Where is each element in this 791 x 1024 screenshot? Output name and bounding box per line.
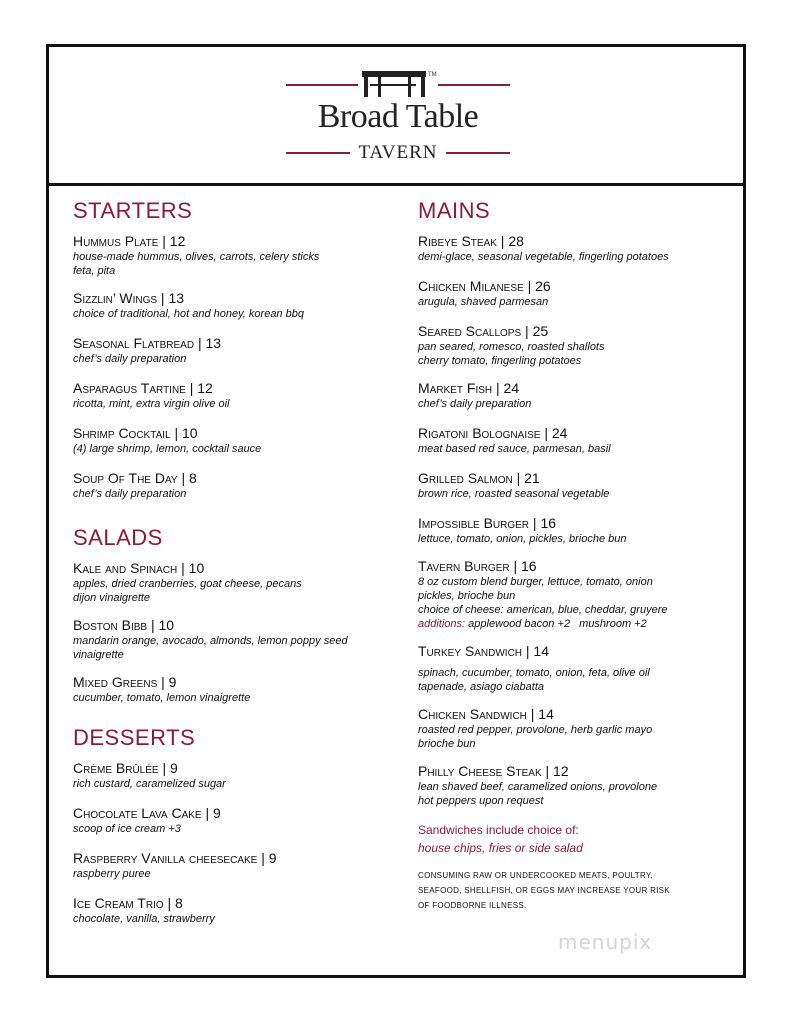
item-desc: choice of traditional, hot and honey, korean bbq: [73, 308, 304, 320]
item-name: Philly Cheese Steak | 12: [418, 763, 569, 779]
item-name: Chocolate Lava Cake | 9: [73, 805, 221, 821]
item-desc: chef’s daily preparation: [73, 353, 187, 365]
item-name: Market Fish | 24: [418, 380, 520, 396]
item-name: Kale and Spinach | 10: [73, 560, 205, 576]
menu-item: [418, 762, 728, 808]
item-desc: feta, pita: [73, 265, 116, 277]
item-name: Seasonal Flatbread | 13: [73, 335, 222, 351]
item-desc: pickles, brioche bun: [418, 590, 516, 602]
menu-item: [418, 469, 728, 501]
menu-item: [418, 642, 728, 694]
item-desc: mandarin orange, avocado, almonds, lemon poppy seed: [73, 635, 348, 647]
item-desc: raspberry puree: [73, 868, 151, 880]
item-desc: chef’s daily preparation: [418, 398, 532, 410]
menu-item: [418, 424, 728, 456]
item-name: Asparagus Tartine | 12: [73, 380, 213, 396]
menu-item: [73, 559, 393, 605]
logo-rule-top-right: [438, 84, 510, 86]
menu-item: [418, 277, 728, 309]
menu-item: [418, 557, 728, 631]
item-desc: (4) large shrimp, lemon, cocktail sauce: [73, 443, 262, 455]
item-name: Impossible Burger | 16: [418, 515, 557, 531]
sides-note: house chips, fries or side salad: [418, 841, 583, 855]
item-desc: 8 oz custom blend burger, lettuce, tomato, onion: [418, 576, 653, 588]
item-name: Ribeye Steak | 28: [418, 233, 524, 249]
item-desc: vinaigrette: [73, 649, 124, 661]
warning-line: SEAFOOD, SHELLFISH, OR EGGS MAY INCREASE YOUR RISK: [418, 886, 670, 895]
item-desc: pan seared, romesco, roasted shallots: [418, 341, 605, 353]
item-desc: meat based red sauce, parmesan, basil: [418, 443, 611, 455]
menu-item: [73, 673, 393, 705]
item-desc: dijon vinaigrette: [73, 592, 151, 604]
item-name: Turkey Sandwich | 14: [418, 643, 549, 659]
item-desc: tapenade, asiago ciabatta: [418, 681, 544, 693]
item-desc: house-made hummus, olives, carrots, celery sticks: [73, 251, 320, 263]
item-name: Seared Scallops | 25: [418, 323, 549, 339]
section-title-mains: MAINS: [418, 198, 491, 223]
item-desc: spinach, cucumber, tomato, onion, feta, olive oil: [418, 667, 650, 679]
sandwich-note: Sandwiches include choice of:: [418, 823, 579, 837]
section-title-desserts: DESSERTS: [73, 725, 196, 750]
menu-item: [418, 379, 728, 411]
menu-item: [73, 759, 393, 791]
item-desc: arugula, shaved parmesan: [418, 296, 549, 308]
menu-item: [73, 334, 393, 366]
item-desc: choice of cheese: american, blue, cheddar, gruyere: [418, 604, 668, 616]
item-desc: chef’s daily preparation: [73, 488, 187, 500]
item-desc: lettuce, tomato, onion, pickles, brioche bun: [418, 533, 627, 545]
item-desc: rich custard, caramelized sugar: [73, 778, 226, 790]
menu-item: [418, 705, 728, 751]
item-name: Chicken Sandwich | 14: [418, 706, 554, 722]
item-name: Boston Bibb | 10: [73, 617, 175, 633]
watermark: menupix: [558, 930, 653, 954]
brand-subtitle: TAVERN: [358, 142, 438, 163]
item-additions: [418, 617, 728, 631]
menu-item: [418, 232, 728, 264]
item-desc: apples, dried cranberries, goat cheese, pecans: [73, 578, 302, 590]
item-desc: chocolate, vanilla, strawberry: [73, 913, 215, 925]
section-title-salads: SALADS: [73, 525, 163, 550]
item-desc: brioche bun: [418, 738, 476, 750]
menu-item: [418, 514, 728, 546]
menu-item: [418, 322, 728, 368]
table-icon: [282, 64, 514, 98]
item-name: Hummus Plate | 12: [73, 233, 186, 249]
item-name: Soup Of The Day | 8: [73, 470, 197, 486]
item-name: Shrimp Cocktail | 10: [73, 425, 198, 441]
brand-name: Broad Table: [317, 98, 479, 135]
additions-label: additions:: [418, 618, 466, 630]
item-desc: ricotta, mint, extra virgin olive oil: [73, 398, 230, 410]
menu-item: [73, 232, 393, 278]
additions-text: applewood bacon +2 mushroom +2: [465, 618, 647, 630]
warning-line: OF FOODBORNE ILLNESS.: [418, 901, 527, 910]
item-name: Sizzlin’ Wings | 13: [73, 290, 185, 306]
menu-item: [73, 424, 393, 456]
menu-item: [73, 469, 393, 501]
header-divider: [46, 183, 746, 186]
item-name: Chicken Milanese | 26: [418, 278, 551, 294]
item-name: Mixed Greens | 9: [73, 674, 177, 690]
menu-item: [73, 289, 393, 321]
warning-line: CONSUMING RAW OR UNDERCOOKED MEATS, POULTRY,: [418, 871, 654, 880]
item-desc: hot peppers upon request: [418, 795, 544, 807]
food-warning: [418, 868, 728, 913]
logo-rule-top-left: [286, 84, 358, 86]
menu-item: [73, 849, 393, 881]
item-desc: brown rice, roasted seasonal vegetable: [418, 488, 610, 500]
item-name: Grilled Salmon | 21: [418, 470, 540, 486]
left-column: [73, 196, 393, 926]
menu-item: [73, 379, 393, 411]
item-desc: scoop of ice cream +3: [73, 823, 181, 835]
menu-item: [73, 616, 393, 662]
item-name: Rigatoni Bolognaise | 24: [418, 425, 568, 441]
item-desc: roasted red pepper, provolone, herb garlic mayo: [418, 724, 653, 736]
item-desc: cucumber, tomato, lemon vinaigrette: [73, 692, 251, 704]
trademark: TM: [428, 72, 437, 78]
item-name: Tavern Burger | 16: [418, 558, 537, 574]
item-name: Raspberry Vanilla cheesecake | 9: [73, 850, 277, 866]
item-desc: demi-glace, seasonal vegetable, fingerling potatoes: [418, 251, 669, 263]
item-desc: cherry tomato, fingerling potatoes: [418, 355, 582, 367]
right-column: [418, 196, 728, 913]
menu-item: [73, 894, 393, 926]
section-title-starters: STARTERS: [73, 198, 193, 223]
menu-item: [73, 804, 393, 836]
item-desc: lean shaved beef, caramelized onions, provolone: [418, 781, 658, 793]
logo: [282, 64, 514, 168]
item-name: Ice Cream Trio | 8: [73, 895, 183, 911]
item-name: Crème Brûlée | 9: [73, 760, 178, 776]
